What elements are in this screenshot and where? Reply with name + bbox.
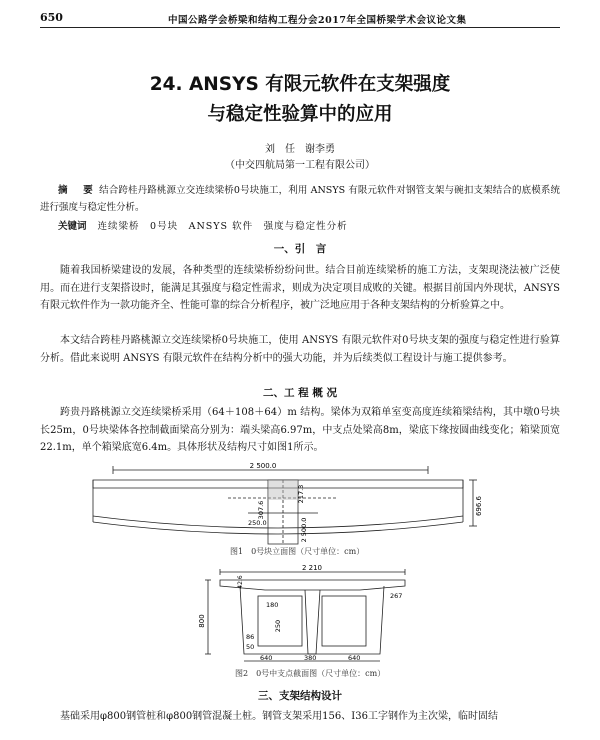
figure-1-caption: 图1 0号块立面图（尺寸单位：cm） <box>230 547 365 556</box>
fig2-dim-top: 2 210 <box>301 564 323 572</box>
fig2-dim-250: 250 <box>274 619 282 633</box>
section-heading-support-design: 三、支架结构设计 <box>258 690 342 702</box>
abstract-label: 摘 要 <box>58 185 96 196</box>
keywords <box>40 218 560 235</box>
paragraph-3: 跨贵丹路桃源立交连续梁桥采用（64＋108＋64）m 结构。梁体为双箱单室变高度连续箱梁结构，其中墩0号块长25m，0号块梁体各控制截面梁高分别为：端头梁高6.97m，中支点处梁高8m，梁底下缘按圆曲线变化；箱梁顶宽22.1m，单个箱梁底宽6.4m。具体形状及结构尺寸如图1所示。 <box>40 407 560 453</box>
author-block <box>0 142 600 174</box>
fig1-dim-b: 307.6 <box>257 500 265 520</box>
fig1-dim-top: 2 500.0 <box>249 462 277 470</box>
paragraph-1: 随着我国桥梁建设的发展，各种类型的连续梁桥纷纷问世。结合目前连续梁桥的施工方法，支架现浇法被广泛使用。而在进行支架搭设时，能满足其强度与稳定性需求，则成为决定项目成败的关键。根据目前国内外现状，ANSYS 有限元软件作为一款功能齐全、性能可靠的综合分析程序，被广泛地应用于各种支架结构的分析验算之中。 <box>40 265 560 311</box>
title-line-1: 24. ANSYS 有限元软件在支架强度 <box>149 74 451 95</box>
fig1-dim-a: 217.3 <box>297 484 305 504</box>
fig2-dim-640b: 640 <box>348 654 361 662</box>
fig2-dim-42: 42.6 <box>237 575 244 589</box>
fig2-dim-640a: 640 <box>260 654 273 662</box>
paragraph-4: 基础采用φ800钢管桩和φ800钢管混凝土桩。钢管支架采用156、I36工字钢作为主次梁，临时固结 <box>60 711 498 722</box>
paragraph-2: 本文结合跨桂丹路桃源立交连续梁桥0号块施工，使用 ANSYS 有限元软件对0号块支架的强度与稳定性进行验算分析。借此来说明 ANSYS 有限元软件在结构分析中的强大功能，并为后续类似工程设计与施工提供参考。 <box>40 335 560 364</box>
fig1-dim-c: 250.0 <box>248 519 267 527</box>
keywords-text: 连续梁桥 0号块 ANSYS 软件 强度与稳定性分析 <box>97 221 348 232</box>
fig2-dim-86: 86 <box>246 633 255 641</box>
figure-2-caption: 图2 0号中支点截面图（尺寸单位：cm） <box>235 669 386 678</box>
section-heading-intro: 一、引 言 <box>273 243 327 255</box>
journal-title: 中国公路学会桥梁和结构工程分会2017年全国桥梁学术会议论文集 <box>168 15 467 26</box>
abstract <box>40 182 560 216</box>
fig2-dim-267: 267 <box>390 592 403 600</box>
keywords-label: 关键词 <box>58 221 87 232</box>
fig2-dim-50: 50 <box>246 643 255 651</box>
fig2-dim-380: 380 <box>304 654 317 662</box>
author-names: 刘 任 谢李勇 <box>265 144 335 155</box>
title-line-2: 与稳定性验算中的应用 <box>207 104 393 125</box>
fig1-dim-d: 2 500.0 <box>300 517 308 543</box>
figure-2-cross-section <box>200 566 420 666</box>
page-number: 650 <box>40 11 63 24</box>
fig1-dim-right: 696.6 <box>475 495 483 517</box>
section-heading-overview: 二、工 程 概 况 <box>263 387 337 399</box>
fig2-dim-180: 180 <box>266 601 279 609</box>
figure-1-elevation <box>88 458 488 554</box>
article-title <box>0 70 600 130</box>
running-header <box>40 9 560 28</box>
fig2-dim-height: 800 <box>198 614 206 628</box>
affiliation: （中交四航局第一工程有限公司） <box>225 160 375 171</box>
abstract-text: 结合跨桂丹路桃源立交连续梁桥0号块施工，利用 ANSYS 有限元软件对钢管支架与碗扣支架结合的底模系统进行强度与稳定性分析。 <box>40 185 560 213</box>
